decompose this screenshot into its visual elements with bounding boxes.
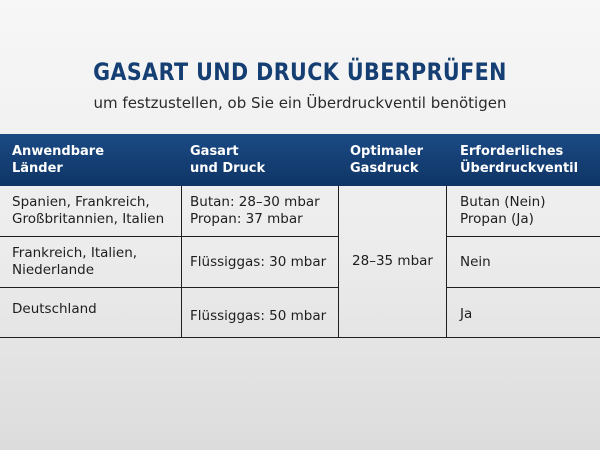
header-gas-type-line1: Gasart [190, 144, 239, 159]
table-row-1-valve: Butan (Nein) Propan (Ja) [460, 194, 546, 227]
optimal-pressure-cell [339, 186, 446, 337]
table-bottom-border [0, 337, 600, 338]
optimal-pressure-value: 28–35 mbar [352, 253, 433, 269]
column-divider [446, 186, 447, 338]
table-row-2-countries: Frankreich, Italien, Niederlande [12, 245, 138, 278]
column-divider [181, 186, 182, 338]
table-row-2-gas: Flüssiggas: 30 mbar [190, 253, 327, 270]
page-title: GASART UND DRUCK ÜBERPRÜFEN [93, 58, 507, 86]
header-gas-type [190, 143, 265, 177]
header-optimal-pressure-line1: Optimaler [350, 144, 424, 159]
header-optimal-pressure-line2: Gasdruck [350, 161, 419, 176]
page-subtitle: um festzustellen, ob Sie ein Überdruckventil benötigen [93, 94, 507, 112]
header-valve [460, 143, 578, 177]
header-valve-line1: Erforderliches [460, 144, 564, 159]
table-row-3-countries: Deutschland [12, 301, 97, 317]
table-body [0, 186, 600, 338]
table-row-3-gas: Flüssiggas: 50 mbar [190, 308, 327, 324]
table-row-2-valve: Nein [460, 253, 491, 270]
header-optimal-pressure [350, 143, 423, 177]
table-row-3-valve: Ja [460, 306, 473, 322]
table-row-1-gas: Butan: 28–30 mbar Propan: 37 mbar [190, 194, 320, 227]
gas-pressure-table [0, 134, 600, 338]
table-header [0, 134, 600, 186]
table-row-1-countries: Spanien, Frankreich, Großbritannien, Italien [12, 194, 165, 227]
header-countries-line1: Anwendbare [12, 144, 105, 159]
header-valve-line2: Überdruckventil [460, 161, 579, 176]
header-countries-line2: Länder [12, 161, 63, 176]
header-countries [12, 143, 104, 177]
header-gas-type-line2: und Druck [190, 161, 266, 176]
